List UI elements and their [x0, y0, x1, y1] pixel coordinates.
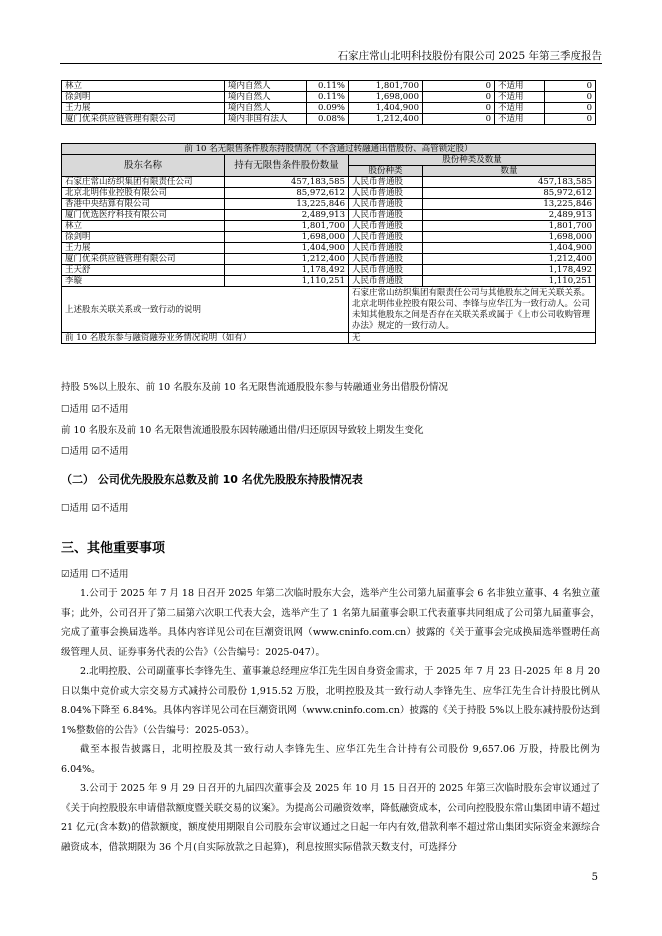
change-applicability: ☐适用 ☑不适用: [61, 446, 129, 457]
table-cell: 457,183,585: [225, 177, 349, 188]
table-row: [62, 177, 596, 188]
table-cell: 人民币普通股: [349, 254, 423, 265]
col-header-type: 股份种类: [349, 166, 423, 177]
table-cell: 1,801,700: [225, 221, 349, 232]
table-row: [62, 114, 596, 125]
table-cell: 0: [423, 103, 495, 114]
table-cell: 0: [545, 114, 596, 125]
table-cell: 不适用: [495, 114, 545, 125]
section-2-title: （二） 公司优先股股东总数及前 10 名优先股股东持股情况表: [61, 473, 363, 486]
table-row: [62, 210, 596, 221]
col-header-type-group: 股份种类及数量: [349, 155, 596, 166]
table-cell: 1,404,900: [225, 243, 349, 254]
col-header-shares: 持有无限售条件股份数量: [225, 155, 349, 177]
table-cell: 人民币普通股: [349, 265, 423, 276]
table-row: [62, 254, 596, 265]
table-cell: 1,801,700: [423, 221, 596, 232]
table-cell: 石家庄常山纺织集团有限责任公司: [62, 177, 225, 188]
table-cell: 人民币普通股: [349, 276, 423, 287]
table-cell: 1,178,492: [225, 265, 349, 276]
table-cell: 1,801,700: [349, 81, 423, 92]
table-cell: 1,698,000: [349, 92, 423, 103]
table-cell: 境内自然人: [225, 92, 307, 103]
page-header: 石家庄常山北明科技股份有限公司 2025 年第三季度报告: [337, 50, 602, 62]
item-1: 1.公司于 2025 年 7 月 18 日召开 2025 年第二次临时股东大会，选举产生公司第九届董事会 6 名非独立董事、4 名独立董事；此外，公司召开了第二届第六次职工代表大会，选举产生了 1 名第九届董事会职工代表董事共同组成了公司第九届董事会，完成了董事会换届选举。具体内容详见公司在巨潮资讯网（www.cninfo.com.cn）披露的《关于董事会完成换届选举暨聘任高级管理人员、证券事务代表的公告》（公告编号：2025-047）。: [61, 588, 600, 658]
table-row: [62, 92, 596, 103]
related-label: 上述股东关联关系或一致行动的说明: [62, 287, 349, 333]
table-cell: 0: [423, 81, 495, 92]
table-cell: 境内非国有法人: [225, 114, 307, 125]
lending-paragraph: 持股 5%以上股东、前 10 名股东及前 10 名无限售流通股股东参与转融通业务出借股份情况: [61, 382, 448, 393]
change-paragraph: 前 10 名股东及前 10 名无限售流通股股东因转融通出借/归还原因导致较上期发生变化: [61, 425, 424, 436]
table-cell: 香港中央结算有限公司: [62, 199, 225, 210]
table-row: [62, 265, 596, 276]
table-cell: 85,972,612: [225, 188, 349, 199]
table-cell: 王力展: [62, 103, 225, 114]
table-cell: 1,212,400: [423, 254, 596, 265]
table-cell: 0.11%: [307, 81, 349, 92]
table-cell: 1,110,251: [423, 276, 596, 287]
table-cell: 0.08%: [307, 114, 349, 125]
table-cell: 85,972,612: [423, 188, 596, 199]
table-cell: 北京北明伟业控股有限公司: [62, 188, 225, 199]
table-cell: 0: [423, 92, 495, 103]
table-cell: 0.09%: [307, 103, 349, 114]
table-cell: 1,178,492: [423, 265, 596, 276]
table-cell: 不适用: [495, 103, 545, 114]
related-text: 石家庄常山纺织集团有限责任公司与其他股东之间无关联关系。北京北明伟业控股有限公司、李锋与应华江为一致行动人。公司未知其他股东之间是否存在关联关系或属于《上市公司收购管理办法》规定的一致行动人。: [349, 287, 596, 333]
shareholder-table-continued: [61, 80, 596, 125]
lending-applicability: ☐适用 ☑不适用: [61, 404, 129, 415]
table-cell: 0: [545, 92, 596, 103]
table-cell: 人民币普通股: [349, 199, 423, 210]
item-2-note: 截至本报告披露日，北明控股及其一致行动人李锋先生、应华江先生合计持有公司股份 9,657.06 万股，持股比例为 6.04%。: [61, 744, 600, 775]
table-cell: 13,225,846: [423, 199, 596, 210]
table-cell: 0: [423, 114, 495, 125]
unrestricted-shareholders-table: [61, 143, 596, 344]
table-cell: 徐剑明: [62, 92, 225, 103]
table-cell: 人民币普通股: [349, 221, 423, 232]
table-cell: 1,110,251: [225, 276, 349, 287]
table-cell: 0.11%: [307, 92, 349, 103]
margin-label: 前 10 名股东参与融资融券业务情况说明（如有）: [62, 333, 349, 344]
table-cell: 人民币普通股: [349, 243, 423, 254]
table-cell: 1,698,000: [225, 232, 349, 243]
table-cell: 人民币普通股: [349, 177, 423, 188]
unrestricted-section-title: 前 10 名无限售条件股东持股情况（不含通过转融通出借股份、高管锁定股）: [62, 144, 596, 155]
table-cell: 1,212,400: [349, 114, 423, 125]
table-cell: 0: [545, 81, 596, 92]
table-row: [62, 199, 596, 210]
table-cell: 王力展: [62, 243, 225, 254]
table-row: [62, 221, 596, 232]
table-cell: 1,404,900: [423, 243, 596, 254]
header-divider: [60, 63, 602, 64]
col-header-name: 股东名称: [62, 155, 225, 177]
table-cell: 2,489,913: [225, 210, 349, 221]
table-row: [62, 243, 596, 254]
table-row: [62, 81, 596, 92]
table-cell: 1,698,000: [423, 232, 596, 243]
table-cell: 林立: [62, 81, 225, 92]
table-cell: 林立: [62, 221, 225, 232]
item-2: 2.北明控股、公司副董事长李锋先生、董事兼总经理应华江先生因自身资金需求，于 2025 年 7 月 23 日-2025 年 8 月 20 日以集中竞价或大宗交易方式减持公司股份 1,915.52 万股，北明控股及其一致行动人李锋先生、应华江先生合计持股比例从 8.04%下降至 6.84%。具体内容详见公司在巨潮资讯网（www.cninfo.com.cn）披露的《关于持股 5%以上股东减持股份达到 1%整数倍的公告》（公告编号：2025-053）。: [61, 666, 600, 736]
table-cell: 1,404,900: [349, 103, 423, 114]
table-row: [62, 276, 596, 287]
page-number: 5: [591, 872, 598, 883]
section-2-applicability: ☐适用 ☑不适用: [61, 503, 129, 514]
table-cell: 徐剑明: [62, 232, 225, 243]
item-3: 3.公司于 2025 年 9 月 29 日召开的九届四次董事会及 2025 年 10 月 15 日召开的 2025 年第三次临时股东会审议通过了《关于向控股股东申请借款额度暨关联交易的议案》。为提高公司融资效率，降低融资成本，公司向控股股东常山集团申请不超过 21 亿元(含本数)的借款额度，额度使用期限自公司股东会审议通过之日起一年内有效,借款利率不超过常山集团实际资金来源综合融资成本，借款期限为 36 个月(自实际放款之日起算)，利息按照实际借款天数支付，可选择分: [61, 783, 600, 853]
col-header-qty: 数量: [423, 166, 596, 177]
table-cell: 境内自然人: [225, 81, 307, 92]
table-cell: 李璇: [62, 276, 225, 287]
table-cell: 厦门优选医疗科技有限公司: [62, 210, 225, 221]
table-cell: 13,225,846: [225, 199, 349, 210]
table-cell: 不适用: [495, 81, 545, 92]
table-cell: 457,183,585: [423, 177, 596, 188]
table-cell: 人民币普通股: [349, 232, 423, 243]
section-3-title: 三、其他重要事项: [61, 541, 166, 556]
table-cell: 境内自然人: [225, 103, 307, 114]
table-cell: 0: [545, 103, 596, 114]
table-cell: 人民币普通股: [349, 210, 423, 221]
table-cell: 厦门优采供应链管理有限公司: [62, 254, 225, 265]
table-cell: 人民币普通股: [349, 188, 423, 199]
table-cell: 厦门优采供应链管理有限公司: [62, 114, 225, 125]
table-row: [62, 103, 596, 114]
table-cell: 2,489,913: [423, 210, 596, 221]
table-row: [62, 188, 596, 199]
table-cell: 1,212,400: [225, 254, 349, 265]
margin-text: 无: [349, 333, 596, 344]
table-cell: 王天舒: [62, 265, 225, 276]
table-row: [62, 232, 596, 243]
table-cell: 不适用: [495, 92, 545, 103]
section-3-applicability: ☑适用 ☐不适用: [61, 569, 129, 580]
